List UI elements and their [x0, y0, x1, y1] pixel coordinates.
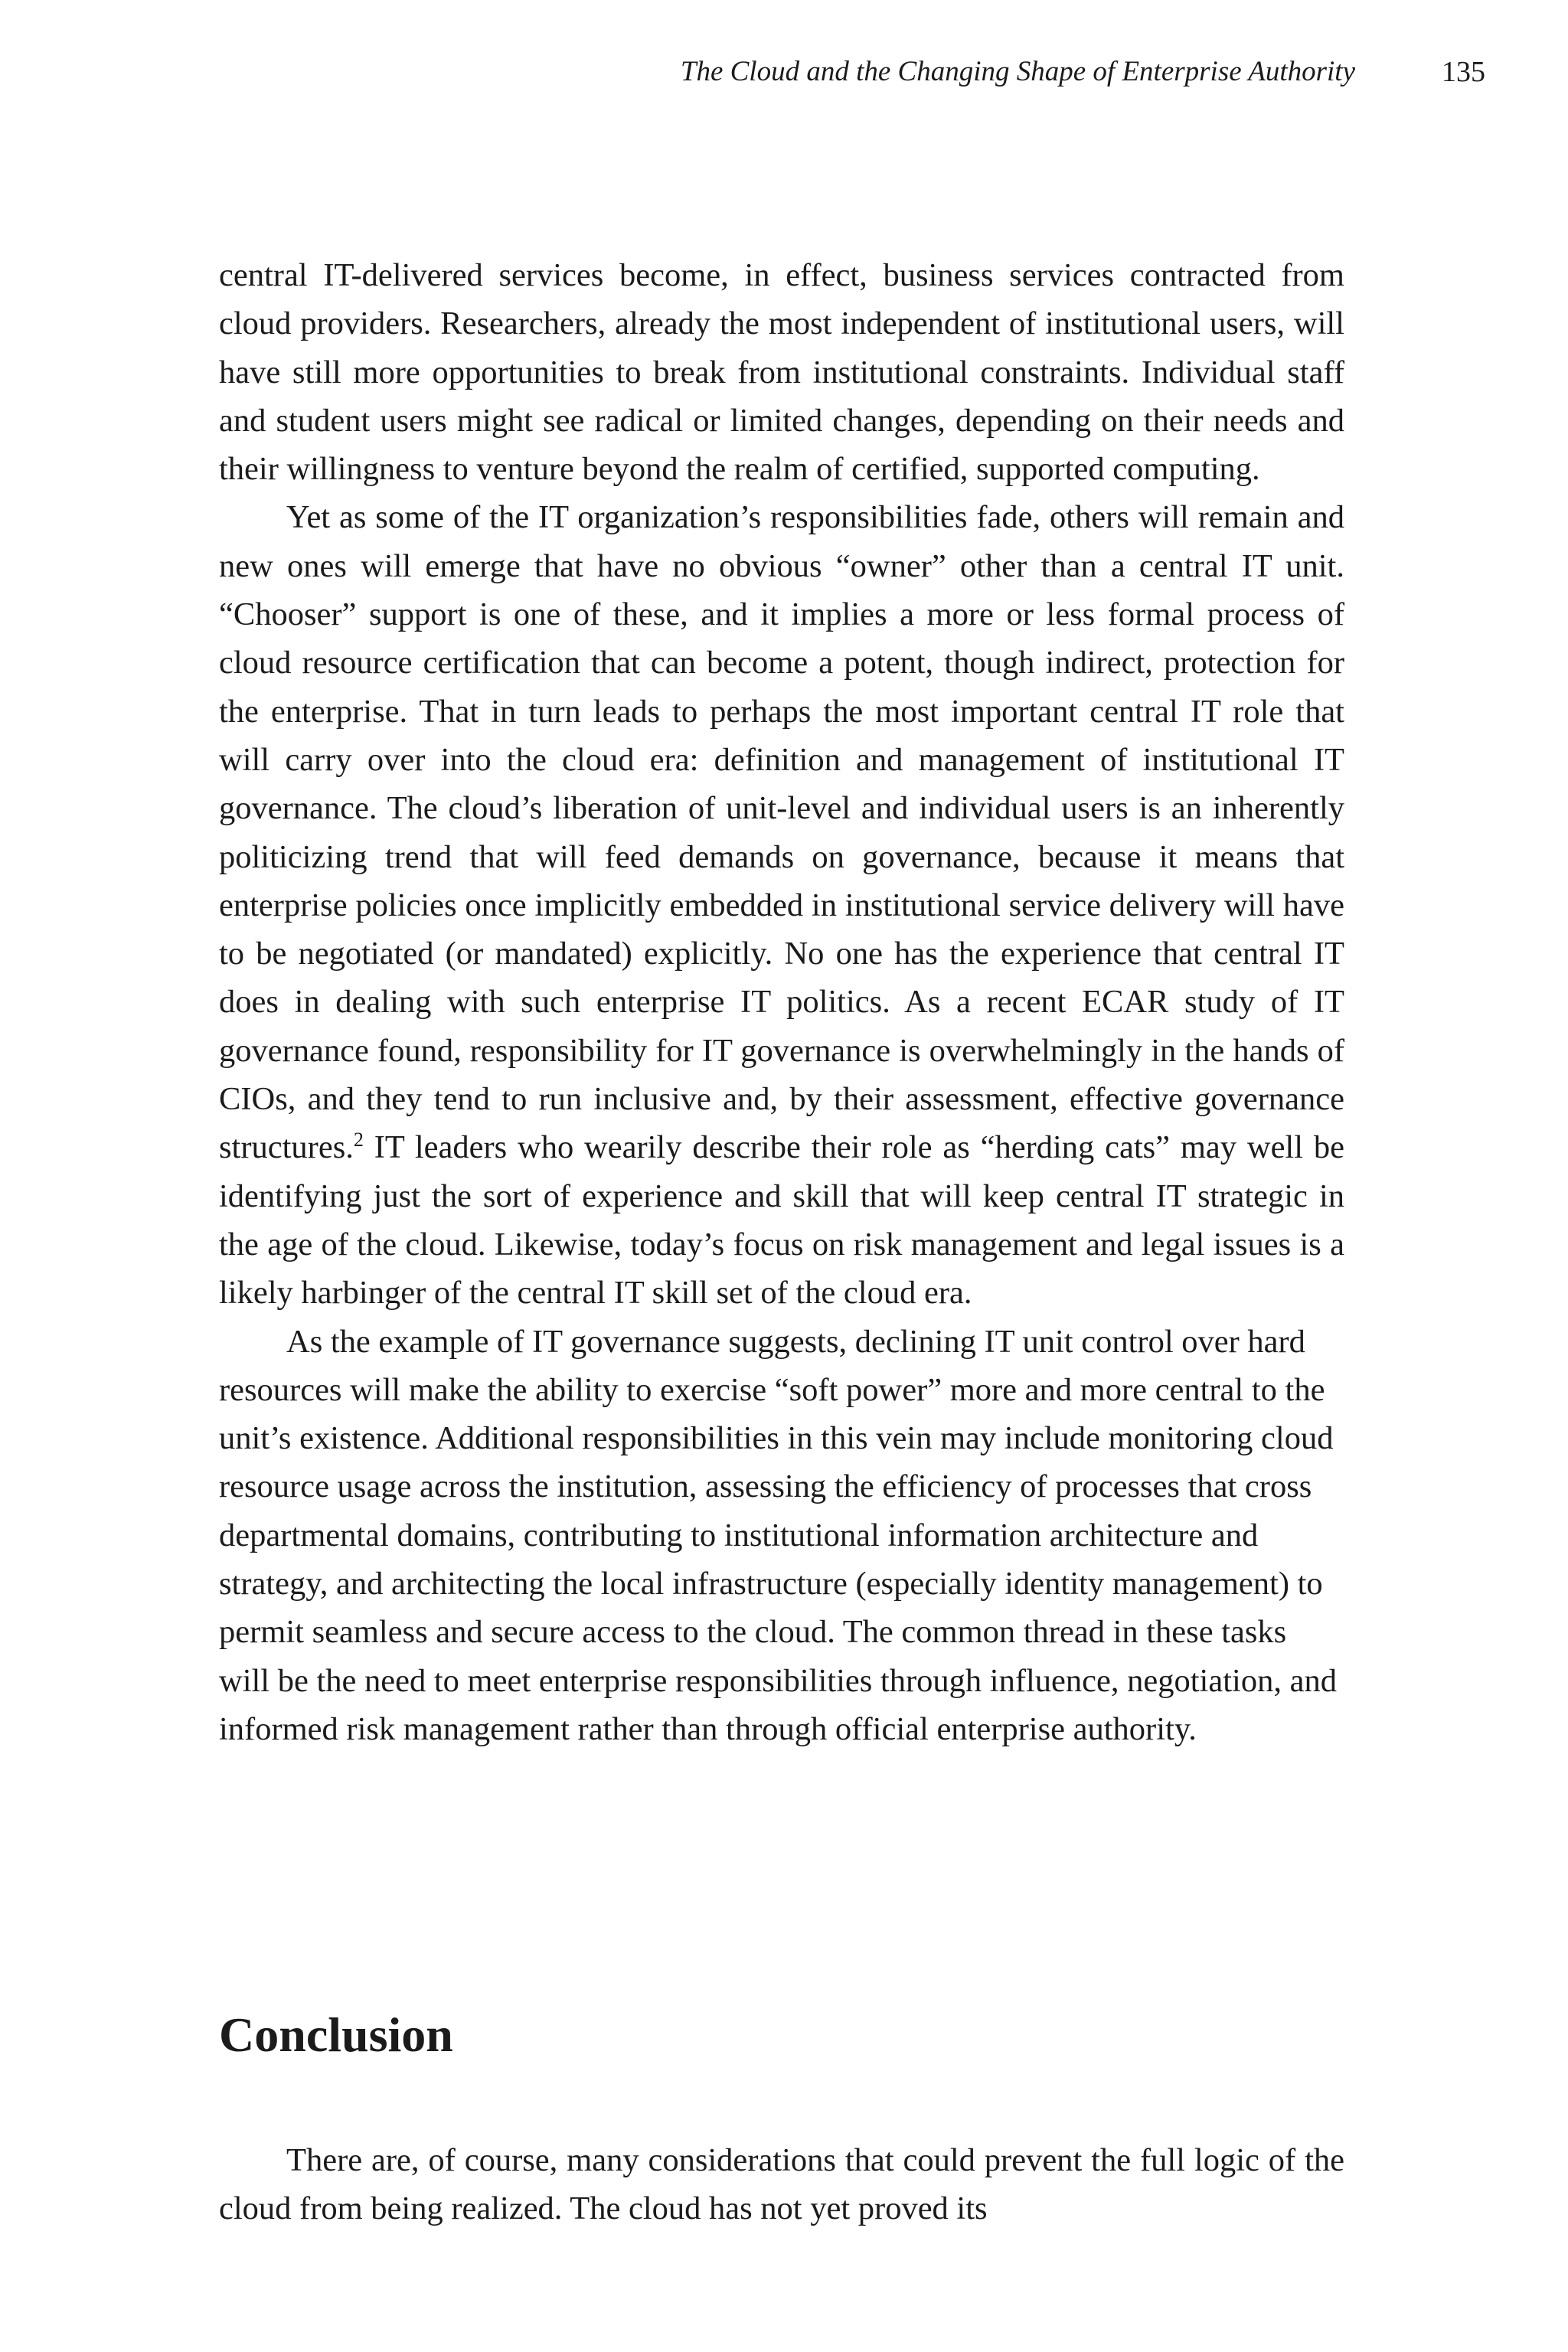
section-heading-conclusion: Conclusion [219, 2007, 453, 2062]
conclusion-paragraph-1: There are, of course, many considerations that could prevent the full logic of the cloud from being realized. The cloud has not yet proved its [219, 2142, 1344, 2227]
paragraph-1: central IT-delivered services become, in effect, business services contracted from cloud providers. Researchers, already the most independent of institutional users, will have still more opportunities to break from institutional constraints. Individual staff and student users might see radical or limited changes, depending on their needs and their willingness to venture beyond the realm of certified, supported computing. [219, 257, 1344, 488]
paragraph-2-text-a: Yet as some of the IT organization’s responsibilities fade, others will remain and new ones will emerge that have no obvious “owner” other than a central IT unit. “Chooser” support is one of these, and it implies a more or less formal process of cloud resource certification that can become a potent, though indirect, protection for the enterprise. That in turn leads to perhaps the most important central IT role that will carry over into the cloud era: definition and management of institutional IT governance. The cloud’s liberation of unit-level and individual users is an inherently politicizing trend that will feed demands on governance, because it means that enterprise policies once implicitly embedded in institutional service delivery will have to be negotiated (or mandated) explicitly. No one has the experience that central IT does in dealing with such enterprise IT politics. As a recent ECAR study of IT governance found, responsibility for IT governance is overwhelmingly in the hands of CIOs, and they tend to run inclusive and, by their assessment, effective governance structures. [219, 499, 1344, 1166]
paragraph-3: As the example of IT governance suggests, declining IT unit control over hard resources will make the ability to exercise “soft power” more and more central to the unit’s existence. Additional responsibilities in this vein may include monitoring cloud resource usage across the institution, assessing the efficiency of processes that cross departmental domains, contributing to institutional information architecture and strategy, and architecting the local infrastructure (especially identity management) to permit seamless and secure access to the cloud. The common thread in these tasks will be the need to meet enterprise responsibilities through influence, negotiation, and informed risk management rather than through official enterprise authority. [219, 1323, 1337, 1747]
paragraph-2 [219, 493, 1344, 1317]
running-head [0, 49, 1485, 95]
conclusion-text [219, 2136, 1344, 2233]
page-number: 135 [1442, 56, 1485, 88]
body-text [219, 251, 1344, 1753]
footnote-reference[interactable]: 2 [353, 1129, 364, 1152]
paragraph-2-text-b: IT leaders who wearily describe their role as “herding cats” may well be identifying just the sort of experience and skill that will keep central IT strategic in the age of the cloud. Likewise, today’s focus on risk management and legal issues is a likely harbinger of the central IT skill set of the cloud era. [219, 1129, 1344, 1312]
running-title: The Cloud and the Changing Shape of Enterprise Authority [680, 56, 1355, 87]
